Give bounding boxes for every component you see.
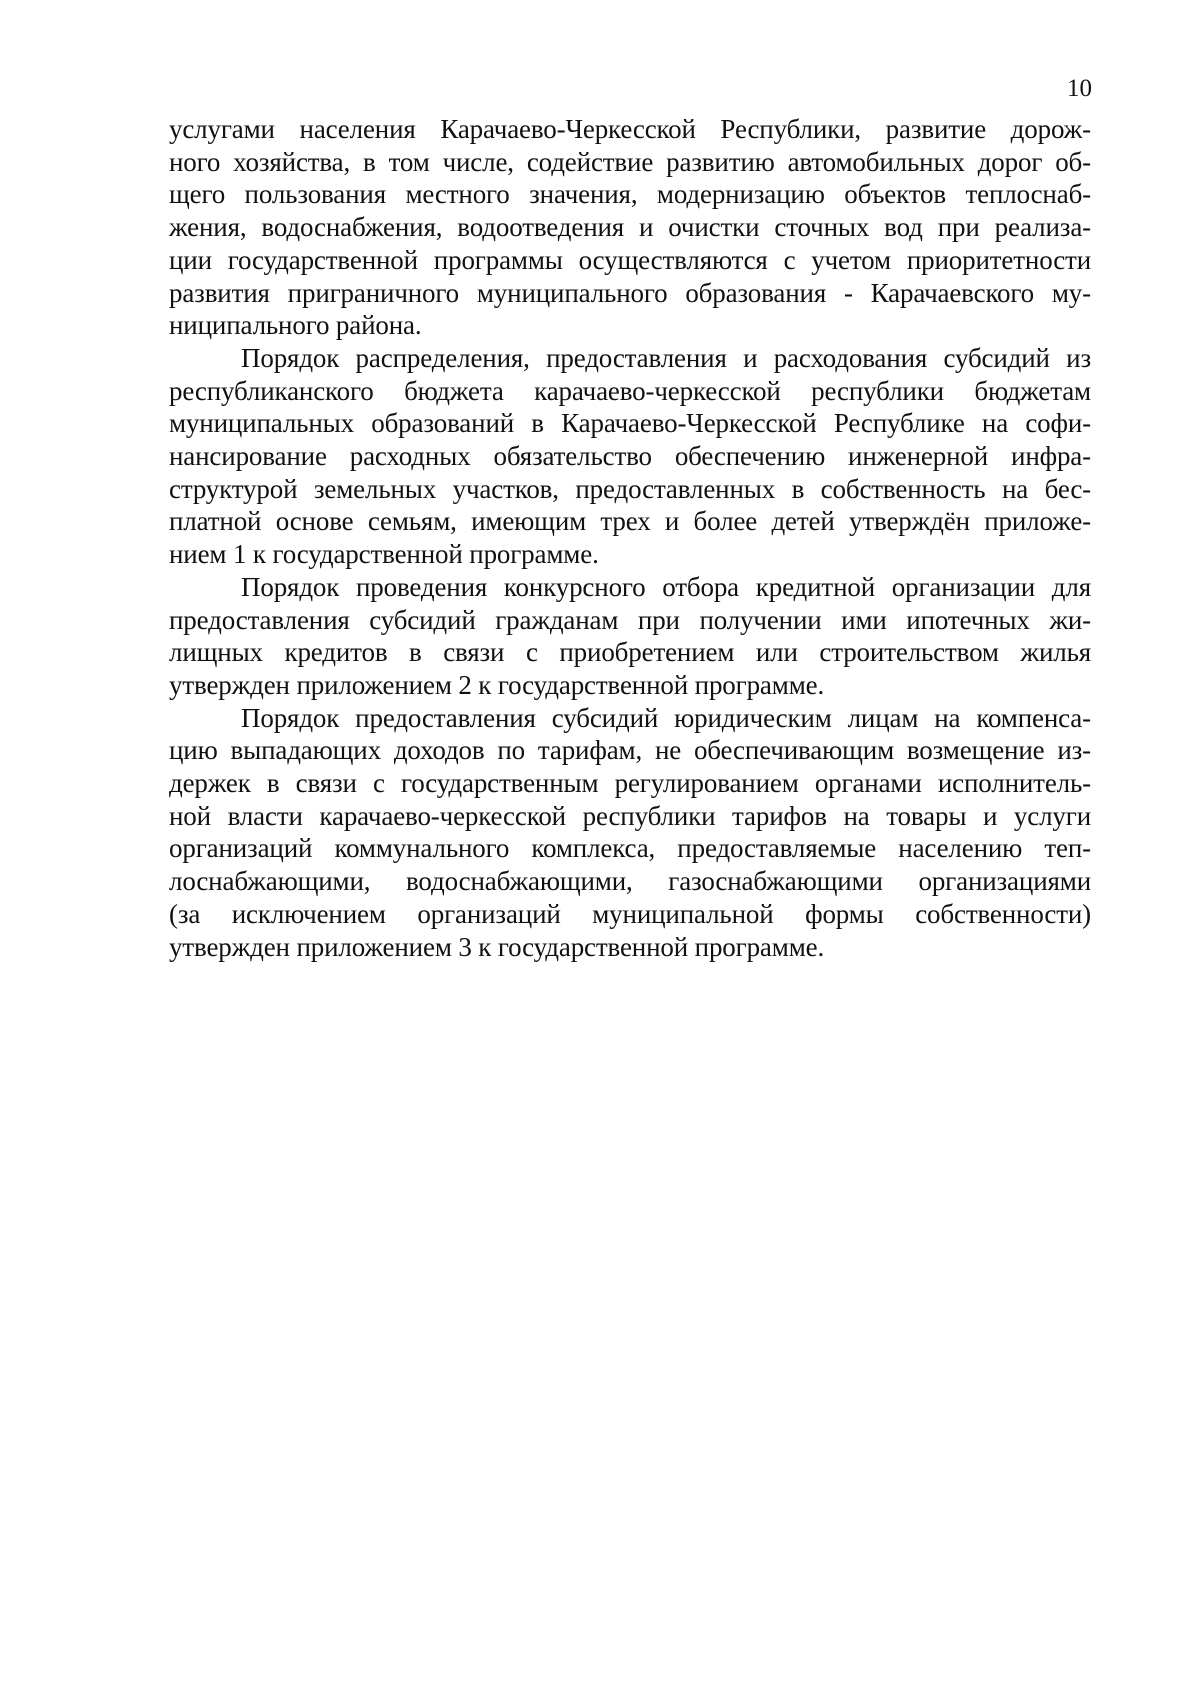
document-body — [169, 113, 1091, 963]
page-number: 10 — [1067, 75, 1092, 102]
text-line: лищных кредитов в связи с приобретением или строительством жилья — [169, 637, 1091, 668]
text-line: ции государственной программы осуществляются с учетом приоритетности — [169, 244, 1091, 275]
text-line: республиканского бюджета карачаево-черкесской республики бюджетам — [169, 375, 1091, 406]
text-line: цию выпадающих доходов по тарифам, не обеспечивающим возмещение из- — [169, 735, 1091, 766]
text-line: структурой земельных участков, предоставленных в собственность на бес- — [169, 473, 1091, 504]
text-line: Порядок предоставления субсидий юридическим лицам на компенса- — [241, 702, 1091, 733]
text-line: муниципальных образований в Карачаево-Черкесской Республике на софи- — [169, 408, 1091, 439]
text-line: ниципального района. — [169, 310, 422, 341]
text-line: развития приграничного муниципального образования - Карачаевского му- — [169, 277, 1091, 308]
paragraph — [169, 342, 1091, 571]
text-line: утвержден приложением 2 к государственной программе. — [169, 669, 825, 700]
text-line: нием 1 к государственной программе. — [169, 539, 599, 570]
paragraph — [169, 113, 1091, 342]
text-line: организаций коммунального комплекса, предоставляемые населению теп- — [169, 833, 1091, 864]
text-line: щего пользования местного значения, модернизацию объектов теплоснаб- — [169, 179, 1091, 210]
text-line: Порядок распределения, предоставления и расходования субсидий из — [241, 342, 1091, 373]
text-line: утвержден приложением 3 к государственной программе. — [169, 931, 825, 962]
text-line: предоставления субсидий гражданам при получении ими ипотечных жи- — [169, 604, 1091, 635]
text-line: платной основе семьям, имеющим трех и более детей утверждён приложе- — [169, 506, 1091, 537]
text-line: ного хозяйства, в том числе, содействие развитию автомобильных дорог об- — [169, 146, 1091, 177]
paragraph — [169, 702, 1091, 964]
text-line: услугами населения Карачаево-Черкесской Республики, развитие дорож- — [169, 114, 1091, 144]
text-line: ной власти карачаево-черкесской республики тарифов на товары и услуги — [169, 800, 1091, 831]
paragraph — [169, 571, 1091, 702]
text-line: нансирование расходных обязательство обеспечению инженерной инфра- — [169, 441, 1091, 472]
text-line: жения, водоснабжения, водоотведения и очистки сточных вод при реализа- — [169, 212, 1091, 243]
text-line: лоснабжающими, водоснабжающими, газоснабжающими организациями — [169, 866, 1091, 897]
text-line: держек в связи с государственным регулированием органами исполнитель- — [169, 768, 1091, 799]
text-line: Порядок проведения конкурсного отбора кредитной организации для — [241, 571, 1091, 602]
text-line: (за исключением организаций муниципальной формы собственности) — [169, 898, 1091, 929]
